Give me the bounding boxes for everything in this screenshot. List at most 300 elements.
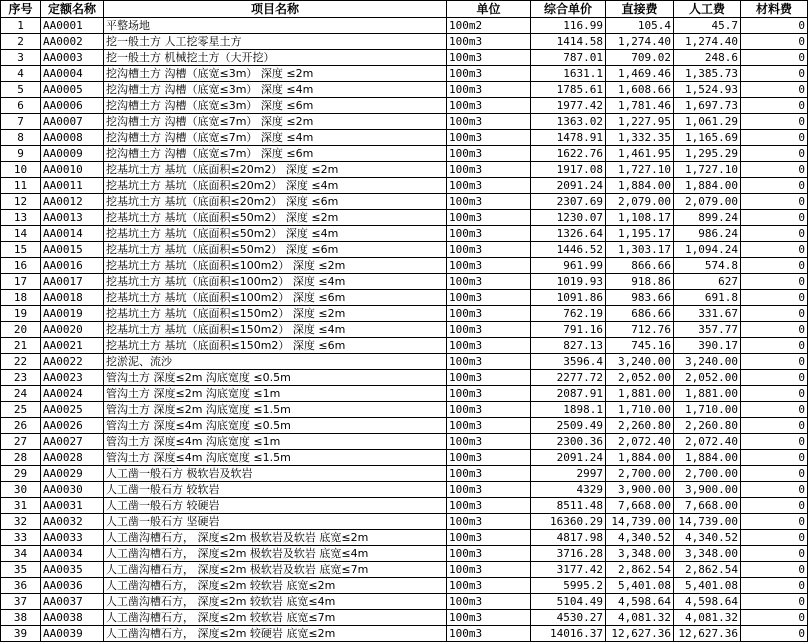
cell-no[interactable]: 35 xyxy=(1,562,41,578)
cell-unit[interactable]: 100m3 xyxy=(447,450,531,466)
cell-name[interactable]: 挖基坑土方 基坑（底面积≤150m2） 深度 ≤4m xyxy=(104,322,447,338)
cell-price[interactable]: 2997 xyxy=(531,466,606,482)
cell-labor[interactable]: 691.8 xyxy=(674,290,741,306)
cell-material[interactable]: 0 xyxy=(741,402,808,418)
cell-direct[interactable]: 1,884.00 xyxy=(606,178,674,194)
cell-unit[interactable]: 100m2 xyxy=(447,18,531,34)
cell-price[interactable]: 961.99 xyxy=(531,258,606,274)
cell-unit[interactable]: 100m3 xyxy=(447,274,531,290)
cell-material[interactable]: 0 xyxy=(741,162,808,178)
cell-labor[interactable]: 1,524.93 xyxy=(674,82,741,98)
cell-unit[interactable]: 100m3 xyxy=(447,594,531,610)
cell-material[interactable]: 0 xyxy=(741,354,808,370)
cell-code[interactable]: AA0032 xyxy=(41,514,104,530)
cell-code[interactable]: AA0018 xyxy=(41,290,104,306)
cell-direct[interactable]: 4,340.52 xyxy=(606,530,674,546)
cell-code[interactable]: AA0002 xyxy=(41,34,104,50)
cell-code[interactable]: AA0006 xyxy=(41,98,104,114)
cell-labor[interactable]: 1,295.29 xyxy=(674,146,741,162)
cell-direct[interactable]: 1,461.95 xyxy=(606,146,674,162)
cell-code[interactable]: AA0007 xyxy=(41,114,104,130)
cell-labor[interactable]: 627 xyxy=(674,274,741,290)
cell-direct[interactable]: 12,627.36 xyxy=(606,626,674,642)
cell-no[interactable]: 7 xyxy=(1,114,41,130)
cell-price[interactable]: 2300.36 xyxy=(531,434,606,450)
cell-code[interactable]: AA0017 xyxy=(41,274,104,290)
cell-price[interactable]: 1326.64 xyxy=(531,226,606,242)
cell-direct[interactable]: 745.16 xyxy=(606,338,674,354)
cell-price[interactable]: 762.19 xyxy=(531,306,606,322)
cell-direct[interactable]: 2,079.00 xyxy=(606,194,674,210)
cell-name[interactable]: 挖一般土方 机械挖土方（大开挖） xyxy=(104,50,447,66)
cell-direct[interactable]: 2,260.80 xyxy=(606,418,674,434)
header-cell-no[interactable]: 序号 xyxy=(1,1,41,18)
cell-name[interactable]: 人工凿一般石方 极软岩及软岩 xyxy=(104,466,447,482)
cell-price[interactable]: 791.16 xyxy=(531,322,606,338)
cell-no[interactable]: 28 xyxy=(1,450,41,466)
cell-name[interactable]: 管沟土方 深度≤4m 沟底宽度 ≤1.5m xyxy=(104,450,447,466)
cell-no[interactable]: 31 xyxy=(1,498,41,514)
cell-price[interactable]: 787.01 xyxy=(531,50,606,66)
cell-material[interactable]: 0 xyxy=(741,210,808,226)
cell-price[interactable]: 1478.91 xyxy=(531,130,606,146)
cell-price[interactable]: 5104.49 xyxy=(531,594,606,610)
cell-unit[interactable]: 100m3 xyxy=(447,130,531,146)
cell-direct[interactable]: 2,052.00 xyxy=(606,370,674,386)
cell-no[interactable]: 23 xyxy=(1,370,41,386)
cell-direct[interactable]: 4,598.64 xyxy=(606,594,674,610)
cell-unit[interactable]: 100m3 xyxy=(447,146,531,162)
cell-name[interactable]: 人工凿一般石方 较硬岩 xyxy=(104,498,447,514)
cell-code[interactable]: AA0013 xyxy=(41,210,104,226)
cell-no[interactable]: 10 xyxy=(1,162,41,178)
cell-unit[interactable]: 100m3 xyxy=(447,194,531,210)
cell-labor[interactable]: 3,240.00 xyxy=(674,354,741,370)
cell-code[interactable]: AA0010 xyxy=(41,162,104,178)
cell-labor[interactable]: 2,260.80 xyxy=(674,418,741,434)
cell-direct[interactable]: 1,332.35 xyxy=(606,130,674,146)
cell-material[interactable]: 0 xyxy=(741,178,808,194)
cell-direct[interactable]: 1,227.95 xyxy=(606,114,674,130)
cell-name[interactable]: 人工凿沟槽石方， 深度≤2m 极软岩及软岩 底宽≤2m xyxy=(104,530,447,546)
cell-material[interactable]: 0 xyxy=(741,338,808,354)
cell-name[interactable]: 人工凿沟槽石方， 深度≤2m 较硬岩 底宽≤2m xyxy=(104,626,447,642)
cell-no[interactable]: 30 xyxy=(1,482,41,498)
cell-price[interactable]: 14016.37 xyxy=(531,626,606,642)
cell-name[interactable]: 管沟土方 深度≤2m 沟底宽度 ≤1m xyxy=(104,386,447,402)
cell-material[interactable]: 0 xyxy=(741,290,808,306)
cell-price[interactable]: 2277.72 xyxy=(531,370,606,386)
cell-unit[interactable]: 100m3 xyxy=(447,370,531,386)
cell-no[interactable]: 18 xyxy=(1,290,41,306)
cell-material[interactable]: 0 xyxy=(741,418,808,434)
cell-no[interactable]: 29 xyxy=(1,466,41,482)
cell-no[interactable]: 25 xyxy=(1,402,41,418)
cell-material[interactable]: 0 xyxy=(741,18,808,34)
cell-code[interactable]: AA0008 xyxy=(41,130,104,146)
cell-no[interactable]: 39 xyxy=(1,626,41,642)
cell-material[interactable]: 0 xyxy=(741,498,808,514)
cell-unit[interactable]: 100m3 xyxy=(447,178,531,194)
cell-unit[interactable]: 100m3 xyxy=(447,530,531,546)
cell-code[interactable]: AA0039 xyxy=(41,626,104,642)
cell-code[interactable]: AA0014 xyxy=(41,226,104,242)
cell-material[interactable]: 0 xyxy=(741,50,808,66)
cell-name[interactable]: 挖基坑土方 基坑（底面积≤20m2） 深度 ≤4m xyxy=(104,178,447,194)
cell-no[interactable]: 24 xyxy=(1,386,41,402)
cell-code[interactable]: AA0030 xyxy=(41,482,104,498)
cell-price[interactable]: 1917.08 xyxy=(531,162,606,178)
cell-unit[interactable]: 100m3 xyxy=(447,290,531,306)
cell-material[interactable]: 0 xyxy=(741,434,808,450)
cell-unit[interactable]: 100m3 xyxy=(447,562,531,578)
cell-labor[interactable]: 45.7 xyxy=(674,18,741,34)
cell-name[interactable]: 挖沟槽土方 沟槽（底宽≤3m） 深度 ≤4m xyxy=(104,82,447,98)
cell-price[interactable]: 1446.52 xyxy=(531,242,606,258)
cell-name[interactable]: 挖基坑土方 基坑（底面积≤100m2） 深度 ≤4m xyxy=(104,274,447,290)
cell-no[interactable]: 33 xyxy=(1,530,41,546)
cell-material[interactable]: 0 xyxy=(741,34,808,50)
cell-name[interactable]: 人工凿沟槽石方， 深度≤2m 极软岩及软岩 底宽≤4m xyxy=(104,546,447,562)
cell-unit[interactable]: 100m3 xyxy=(447,546,531,562)
cell-direct[interactable]: 2,862.54 xyxy=(606,562,674,578)
cell-unit[interactable]: 100m3 xyxy=(447,498,531,514)
cell-no[interactable]: 38 xyxy=(1,610,41,626)
cell-price[interactable]: 8511.48 xyxy=(531,498,606,514)
cell-name[interactable]: 人工凿沟槽石方， 深度≤2m 极软岩及软岩 底宽≤7m xyxy=(104,562,447,578)
cell-code[interactable]: AA0028 xyxy=(41,450,104,466)
cell-material[interactable]: 0 xyxy=(741,450,808,466)
cell-code[interactable]: AA0005 xyxy=(41,82,104,98)
cell-material[interactable]: 0 xyxy=(741,578,808,594)
cell-name[interactable]: 人工凿一般石方 坚硬岩 xyxy=(104,514,447,530)
cell-material[interactable]: 0 xyxy=(741,466,808,482)
cell-unit[interactable]: 100m3 xyxy=(447,258,531,274)
cell-direct[interactable]: 1,303.17 xyxy=(606,242,674,258)
cell-unit[interactable]: 100m3 xyxy=(447,226,531,242)
cell-price[interactable]: 2091.24 xyxy=(531,178,606,194)
cell-unit[interactable]: 100m3 xyxy=(447,466,531,482)
cell-no[interactable]: 36 xyxy=(1,578,41,594)
cell-labor[interactable]: 4,340.52 xyxy=(674,530,741,546)
cell-direct[interactable]: 712.76 xyxy=(606,322,674,338)
cell-direct[interactable]: 709.02 xyxy=(606,50,674,66)
cell-direct[interactable]: 5,401.08 xyxy=(606,578,674,594)
cell-unit[interactable]: 100m3 xyxy=(447,434,531,450)
cell-labor[interactable]: 12,627.36 xyxy=(674,626,741,642)
header-cell-labor[interactable]: 人工费 xyxy=(674,1,741,18)
cell-direct[interactable]: 918.86 xyxy=(606,274,674,290)
cell-unit[interactable]: 100m3 xyxy=(447,50,531,66)
header-cell-code[interactable]: 定额名称 xyxy=(41,1,104,18)
cell-no[interactable]: 26 xyxy=(1,418,41,434)
cell-name[interactable]: 挖基坑土方 基坑（底面积≤50m2） 深度 ≤2m xyxy=(104,210,447,226)
cell-direct[interactable]: 686.66 xyxy=(606,306,674,322)
cell-no[interactable]: 32 xyxy=(1,514,41,530)
cell-direct[interactable]: 2,072.40 xyxy=(606,434,674,450)
cell-price[interactable]: 2509.49 xyxy=(531,418,606,434)
cell-labor[interactable]: 1,697.73 xyxy=(674,98,741,114)
cell-no[interactable]: 4 xyxy=(1,66,41,82)
cell-code[interactable]: AA0003 xyxy=(41,50,104,66)
cell-price[interactable]: 1785.61 xyxy=(531,82,606,98)
cell-labor[interactable]: 4,081.32 xyxy=(674,610,741,626)
cell-no[interactable]: 17 xyxy=(1,274,41,290)
cell-labor[interactable]: 2,072.40 xyxy=(674,434,741,450)
cell-name[interactable]: 管沟土方 深度≤2m 沟底宽度 ≤0.5m xyxy=(104,370,447,386)
cell-unit[interactable]: 100m3 xyxy=(447,242,531,258)
cell-name[interactable]: 挖一般土方 人工挖零星土方 xyxy=(104,34,447,50)
cell-material[interactable]: 0 xyxy=(741,530,808,546)
cell-unit[interactable]: 100m3 xyxy=(447,578,531,594)
cell-price[interactable]: 4329 xyxy=(531,482,606,498)
header-cell-name[interactable]: 项目名称 xyxy=(104,1,447,18)
cell-name[interactable]: 挖基坑土方 基坑（底面积≤100m2） 深度 ≤6m xyxy=(104,290,447,306)
cell-code[interactable]: AA0009 xyxy=(41,146,104,162)
cell-material[interactable]: 0 xyxy=(741,482,808,498)
cell-material[interactable]: 0 xyxy=(741,66,808,82)
cell-code[interactable]: AA0022 xyxy=(41,354,104,370)
cell-unit[interactable]: 100m3 xyxy=(447,98,531,114)
cell-no[interactable]: 12 xyxy=(1,194,41,210)
cell-code[interactable]: AA0015 xyxy=(41,242,104,258)
cell-labor[interactable]: 986.24 xyxy=(674,226,741,242)
cell-unit[interactable]: 100m3 xyxy=(447,66,531,82)
cell-price[interactable]: 1631.1 xyxy=(531,66,606,82)
cell-code[interactable]: AA0021 xyxy=(41,338,104,354)
cell-price[interactable]: 1414.58 xyxy=(531,34,606,50)
cell-code[interactable]: AA0001 xyxy=(41,18,104,34)
cell-name[interactable]: 挖淤泥、流沙 xyxy=(104,354,447,370)
cell-name[interactable]: 人工凿沟槽石方， 深度≤2m 较软岩 底宽≤7m xyxy=(104,610,447,626)
cell-labor[interactable]: 1,094.24 xyxy=(674,242,741,258)
cell-labor[interactable]: 1,884.00 xyxy=(674,178,741,194)
cell-price[interactable]: 1977.42 xyxy=(531,98,606,114)
cell-name[interactable]: 人工凿一般石方 较软岩 xyxy=(104,482,447,498)
cell-code[interactable]: AA0026 xyxy=(41,418,104,434)
cell-material[interactable]: 0 xyxy=(741,226,808,242)
header-cell-direct[interactable]: 直接费 xyxy=(606,1,674,18)
cell-labor[interactable]: 14,739.00 xyxy=(674,514,741,530)
cell-labor[interactable]: 390.17 xyxy=(674,338,741,354)
cell-name[interactable]: 挖沟槽土方 沟槽（底宽≤7m） 深度 ≤6m xyxy=(104,146,447,162)
cell-unit[interactable]: 100m3 xyxy=(447,402,531,418)
cell-labor[interactable]: 331.67 xyxy=(674,306,741,322)
cell-no[interactable]: 19 xyxy=(1,306,41,322)
cell-unit[interactable]: 100m3 xyxy=(447,34,531,50)
cell-material[interactable]: 0 xyxy=(741,258,808,274)
cell-labor[interactable]: 574.8 xyxy=(674,258,741,274)
cell-labor[interactable]: 1,881.00 xyxy=(674,386,741,402)
cell-unit[interactable]: 100m3 xyxy=(447,514,531,530)
cell-no[interactable]: 21 xyxy=(1,338,41,354)
cell-labor[interactable]: 7,668.00 xyxy=(674,498,741,514)
cell-price[interactable]: 4817.98 xyxy=(531,530,606,546)
cell-unit[interactable]: 100m3 xyxy=(447,482,531,498)
cell-unit[interactable]: 100m3 xyxy=(447,82,531,98)
cell-unit[interactable]: 100m3 xyxy=(447,610,531,626)
cell-unit[interactable]: 100m3 xyxy=(447,210,531,226)
cell-code[interactable]: AA0027 xyxy=(41,434,104,450)
cell-unit[interactable]: 100m3 xyxy=(447,322,531,338)
cell-no[interactable]: 5 xyxy=(1,82,41,98)
cell-no[interactable]: 3 xyxy=(1,50,41,66)
cell-labor[interactable]: 357.77 xyxy=(674,322,741,338)
cell-code[interactable]: AA0012 xyxy=(41,194,104,210)
cell-labor[interactable]: 1,274.40 xyxy=(674,34,741,50)
cell-labor[interactable]: 2,862.54 xyxy=(674,562,741,578)
cell-direct[interactable]: 14,739.00 xyxy=(606,514,674,530)
cell-direct[interactable]: 983.66 xyxy=(606,290,674,306)
cell-unit[interactable]: 100m3 xyxy=(447,626,531,642)
cell-material[interactable]: 0 xyxy=(741,546,808,562)
cell-price[interactable]: 2091.24 xyxy=(531,450,606,466)
cell-name[interactable]: 人工凿沟槽石方， 深度≤2m 较软岩 底宽≤2m xyxy=(104,578,447,594)
cell-material[interactable]: 0 xyxy=(741,114,808,130)
cell-labor[interactable]: 2,700.00 xyxy=(674,466,741,482)
cell-code[interactable]: AA0024 xyxy=(41,386,104,402)
cell-unit[interactable]: 100m3 xyxy=(447,114,531,130)
cell-direct[interactable]: 3,900.00 xyxy=(606,482,674,498)
cell-direct[interactable]: 1,727.10 xyxy=(606,162,674,178)
cell-direct[interactable]: 1,710.00 xyxy=(606,402,674,418)
cell-name[interactable]: 挖基坑土方 基坑（底面积≤20m2） 深度 ≤6m xyxy=(104,194,447,210)
cell-direct[interactable]: 105.4 xyxy=(606,18,674,34)
cell-name[interactable]: 挖基坑土方 基坑（底面积≤150m2） 深度 ≤2m xyxy=(104,306,447,322)
cell-direct[interactable]: 1,608.66 xyxy=(606,82,674,98)
cell-direct[interactable]: 3,240.00 xyxy=(606,354,674,370)
cell-direct[interactable]: 3,348.00 xyxy=(606,546,674,562)
cell-name[interactable]: 挖沟槽土方 沟槽（底宽≤7m） 深度 ≤2m xyxy=(104,114,447,130)
cell-material[interactable]: 0 xyxy=(741,194,808,210)
cell-no[interactable]: 20 xyxy=(1,322,41,338)
cell-price[interactable]: 16360.29 xyxy=(531,514,606,530)
cell-code[interactable]: AA0029 xyxy=(41,466,104,482)
cell-labor[interactable]: 1,165.69 xyxy=(674,130,741,146)
cell-price[interactable]: 3716.28 xyxy=(531,546,606,562)
cell-direct[interactable]: 1,108.17 xyxy=(606,210,674,226)
cell-unit[interactable]: 100m3 xyxy=(447,418,531,434)
cell-price[interactable]: 1363.02 xyxy=(531,114,606,130)
cell-material[interactable]: 0 xyxy=(741,322,808,338)
cell-material[interactable]: 0 xyxy=(741,626,808,642)
cell-unit[interactable]: 100m3 xyxy=(447,386,531,402)
cell-labor[interactable]: 3,348.00 xyxy=(674,546,741,562)
cell-labor[interactable]: 2,052.00 xyxy=(674,370,741,386)
cell-name[interactable]: 挖基坑土方 基坑（底面积≤100m2） 深度 ≤2m xyxy=(104,258,447,274)
cell-name[interactable]: 挖沟槽土方 沟槽（底宽≤7m） 深度 ≤4m xyxy=(104,130,447,146)
cell-material[interactable]: 0 xyxy=(741,386,808,402)
cell-no[interactable]: 6 xyxy=(1,98,41,114)
cell-code[interactable]: AA0035 xyxy=(41,562,104,578)
cell-code[interactable]: AA0036 xyxy=(41,578,104,594)
cell-code[interactable]: AA0020 xyxy=(41,322,104,338)
cell-material[interactable]: 0 xyxy=(741,610,808,626)
cell-no[interactable]: 13 xyxy=(1,210,41,226)
cell-no[interactable]: 37 xyxy=(1,594,41,610)
cell-direct[interactable]: 1,469.46 xyxy=(606,66,674,82)
cell-no[interactable]: 11 xyxy=(1,178,41,194)
cell-price[interactable]: 2087.91 xyxy=(531,386,606,402)
cell-price[interactable]: 116.99 xyxy=(531,18,606,34)
cell-price[interactable]: 3177.42 xyxy=(531,562,606,578)
cell-no[interactable]: 22 xyxy=(1,354,41,370)
cell-price[interactable]: 1091.86 xyxy=(531,290,606,306)
cell-no[interactable]: 1 xyxy=(1,18,41,34)
cell-material[interactable]: 0 xyxy=(741,98,808,114)
cell-code[interactable]: AA0023 xyxy=(41,370,104,386)
cell-name[interactable]: 平整场地 xyxy=(104,18,447,34)
cell-no[interactable]: 34 xyxy=(1,546,41,562)
cell-direct[interactable]: 1,274.40 xyxy=(606,34,674,50)
cell-no[interactable]: 27 xyxy=(1,434,41,450)
cell-code[interactable]: AA0037 xyxy=(41,594,104,610)
cell-material[interactable]: 0 xyxy=(741,594,808,610)
cell-name[interactable]: 挖基坑土方 基坑（底面积≤50m2） 深度 ≤4m xyxy=(104,226,447,242)
cell-no[interactable]: 14 xyxy=(1,226,41,242)
cell-price[interactable]: 1898.1 xyxy=(531,402,606,418)
cell-no[interactable]: 9 xyxy=(1,146,41,162)
cell-labor[interactable]: 1,727.10 xyxy=(674,162,741,178)
cell-no[interactable]: 2 xyxy=(1,34,41,50)
cell-unit[interactable]: 100m3 xyxy=(447,338,531,354)
cell-direct[interactable]: 1,881.00 xyxy=(606,386,674,402)
cell-unit[interactable]: 100m3 xyxy=(447,162,531,178)
cell-name[interactable]: 挖基坑土方 基坑（底面积≤20m2） 深度 ≤2m xyxy=(104,162,447,178)
cell-name[interactable]: 管沟土方 深度≤2m 沟底宽度 ≤1.5m xyxy=(104,402,447,418)
cell-no[interactable]: 8 xyxy=(1,130,41,146)
cell-material[interactable]: 0 xyxy=(741,370,808,386)
cell-labor[interactable]: 3,900.00 xyxy=(674,482,741,498)
cell-material[interactable]: 0 xyxy=(741,274,808,290)
cell-labor[interactable]: 1,884.00 xyxy=(674,450,741,466)
cell-name[interactable]: 人工凿沟槽石方， 深度≤2m 较软岩 底宽≤4m xyxy=(104,594,447,610)
cell-name[interactable]: 挖沟槽土方 沟槽（底宽≤3m） 深度 ≤6m xyxy=(104,98,447,114)
cell-price[interactable]: 1230.07 xyxy=(531,210,606,226)
cell-material[interactable]: 0 xyxy=(741,242,808,258)
cell-code[interactable]: AA0019 xyxy=(41,306,104,322)
cell-labor[interactable]: 2,079.00 xyxy=(674,194,741,210)
cell-labor[interactable]: 5,401.08 xyxy=(674,578,741,594)
cell-labor[interactable]: 899.24 xyxy=(674,210,741,226)
cell-direct[interactable]: 1,884.00 xyxy=(606,450,674,466)
cell-code[interactable]: AA0011 xyxy=(41,178,104,194)
cell-name[interactable]: 管沟土方 深度≤4m 沟底宽度 ≤1m xyxy=(104,434,447,450)
cell-no[interactable]: 15 xyxy=(1,242,41,258)
cell-price[interactable]: 1622.76 xyxy=(531,146,606,162)
cell-labor[interactable]: 1,710.00 xyxy=(674,402,741,418)
cell-code[interactable]: AA0034 xyxy=(41,546,104,562)
cell-name[interactable]: 挖基坑土方 基坑（底面积≤50m2） 深度 ≤6m xyxy=(104,242,447,258)
cell-code[interactable]: AA0025 xyxy=(41,402,104,418)
cell-material[interactable]: 0 xyxy=(741,130,808,146)
cell-material[interactable]: 0 xyxy=(741,514,808,530)
cell-unit[interactable]: 100m3 xyxy=(447,306,531,322)
cell-price[interactable]: 1019.93 xyxy=(531,274,606,290)
cell-code[interactable]: AA0033 xyxy=(41,530,104,546)
cell-code[interactable]: AA0016 xyxy=(41,258,104,274)
header-cell-price[interactable]: 综合单价 xyxy=(531,1,606,18)
cell-direct[interactable]: 1,781.46 xyxy=(606,98,674,114)
cell-material[interactable]: 0 xyxy=(741,306,808,322)
cell-name[interactable]: 挖沟槽土方 沟槽（底宽≤3m） 深度 ≤2m xyxy=(104,66,447,82)
cell-price[interactable]: 5995.2 xyxy=(531,578,606,594)
cell-price[interactable]: 827.13 xyxy=(531,338,606,354)
header-cell-material[interactable]: 材料费 xyxy=(741,1,808,18)
cell-material[interactable]: 0 xyxy=(741,82,808,98)
cell-direct[interactable]: 866.66 xyxy=(606,258,674,274)
cell-direct[interactable]: 4,081.32 xyxy=(606,610,674,626)
